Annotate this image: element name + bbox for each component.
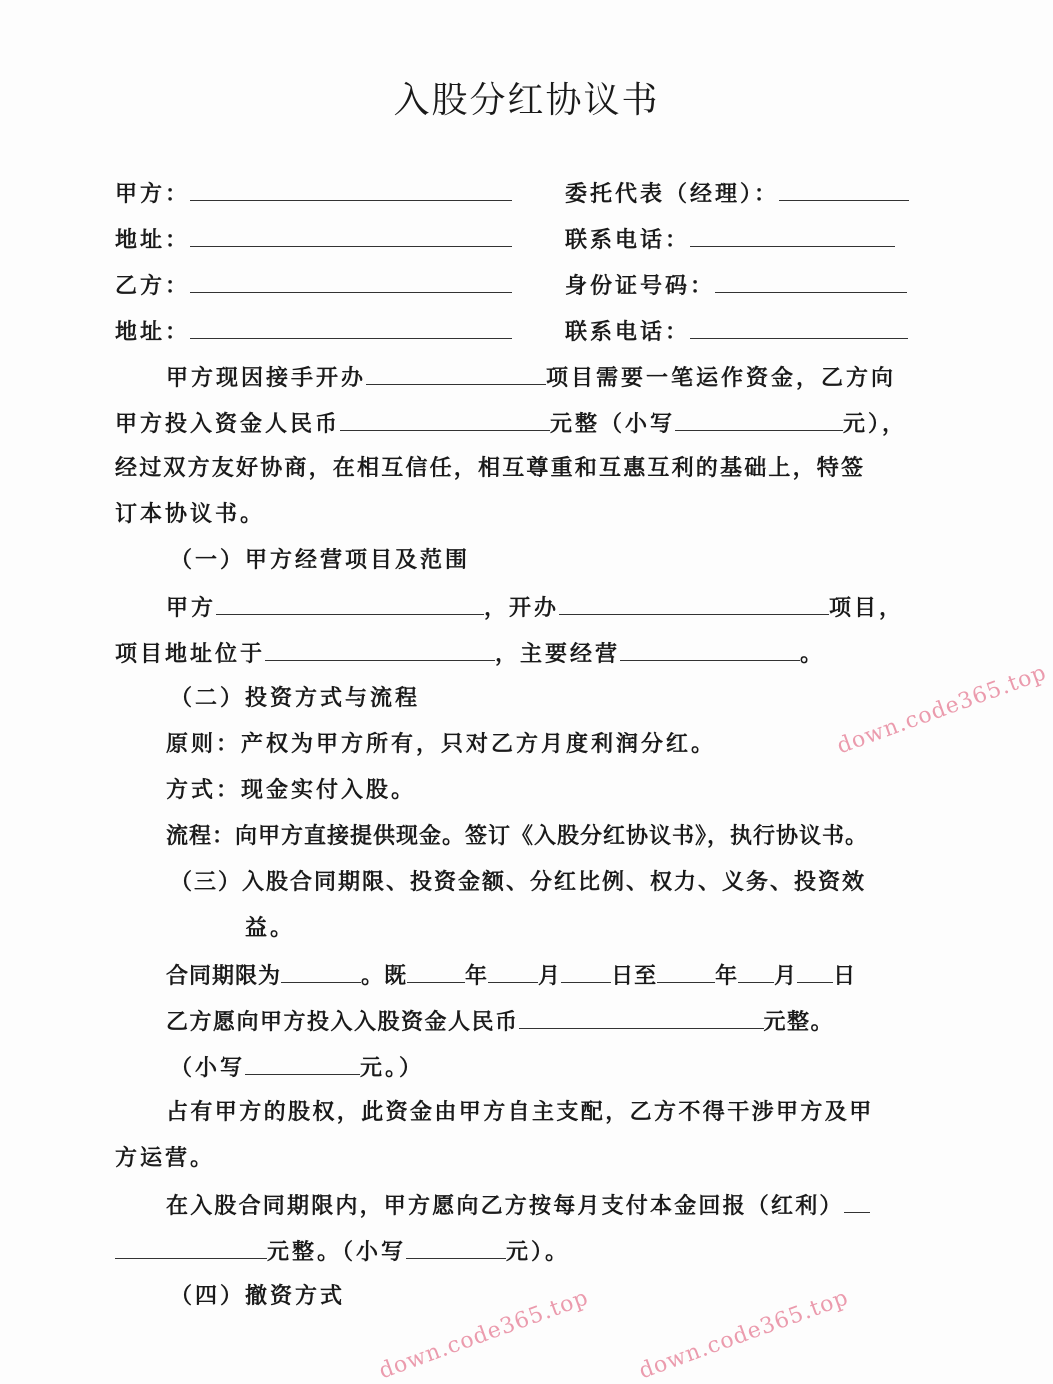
- invest-small-blank[interactable]: [245, 1052, 360, 1075]
- s3-equity-line-2: 方运营。: [115, 1146, 216, 1171]
- s1-line-1: 甲方 ，开办 项目，: [166, 592, 904, 622]
- s3-return-line-2: 元整。（小写 元）。: [115, 1236, 570, 1266]
- start-day-blank[interactable]: [561, 960, 611, 983]
- s1-blank-4[interactable]: [620, 638, 800, 661]
- return-small-blank[interactable]: [406, 1236, 506, 1259]
- section-3-heading: （三）入股合同期限、投资金额、分红比例、权力、义务、投资效: [170, 870, 867, 895]
- intro-line-1: 甲方现因接手开办 项目需要一笔运作资金，乙方向: [166, 362, 896, 392]
- s3-small-line: （小写 元。）: [170, 1052, 424, 1082]
- return-blank[interactable]: [115, 1236, 267, 1259]
- phone-a-line: 联系电话：: [565, 224, 895, 254]
- amount-blank[interactable]: [340, 408, 550, 431]
- invest-blank[interactable]: [519, 1006, 764, 1029]
- section-2-heading: （二）投资方式与流程: [170, 686, 421, 711]
- s3-return-line: 在入股合同期限内，甲方愿向乙方按每月支付本金回报（红利）: [166, 1190, 870, 1220]
- section-1-heading: （一）甲方经营项目及范围: [170, 548, 471, 573]
- address-b-line: 地址：: [115, 316, 512, 346]
- return-blank-start[interactable]: [844, 1190, 870, 1213]
- s3-equity-line: 占有甲方的股权，此资金由甲方自主支配，乙方不得干涉甲方及甲: [166, 1100, 874, 1125]
- rep-line: 委托代表（经理）：: [565, 178, 909, 208]
- s2-principle: 原则：产权为甲方所有，只对乙方月度利润分红。: [166, 732, 717, 757]
- intro-line-3: 经过双方友好协商，在相互信任，相互尊重和互惠互利的基础上，特签: [115, 456, 866, 481]
- start-year-blank[interactable]: [407, 960, 465, 983]
- phone-a-blank[interactable]: [690, 224, 895, 247]
- party-a-line: 甲方：: [115, 178, 512, 208]
- end-day-blank[interactable]: [797, 960, 833, 983]
- s2-process: 流程：向甲方直接提供现金。签订《入股分红协议书》，执行协议书。: [166, 824, 869, 849]
- project-blank[interactable]: [366, 362, 546, 385]
- section-3-heading-cont: 益。: [245, 916, 296, 941]
- s1-blank-1[interactable]: [216, 592, 484, 615]
- party-a-blank[interactable]: [190, 178, 512, 201]
- s1-blank-2[interactable]: [559, 592, 829, 615]
- end-month-blank[interactable]: [738, 960, 774, 983]
- id-blank[interactable]: [715, 270, 907, 293]
- s3-term-line: 合同期限为 。既 年 月 日至 年 月 日: [166, 960, 856, 990]
- address-a-blank[interactable]: [190, 224, 512, 247]
- section-4-heading: （四）撤资方式: [170, 1284, 346, 1309]
- id-line: 身份证号码：: [565, 270, 907, 300]
- phone-b-blank[interactable]: [690, 316, 908, 339]
- s3-invest-line: 乙方愿向甲方投入入股资金人民币 元整。: [166, 1006, 834, 1036]
- watermark: down.code365.top: [375, 1285, 593, 1384]
- s1-line-2: 项目地址位于 ，主要经营 。: [115, 638, 825, 668]
- end-year-blank[interactable]: [657, 960, 715, 983]
- term-blank[interactable]: [281, 960, 361, 983]
- watermark: down.code365.top: [635, 1285, 853, 1384]
- party-b-blank[interactable]: [190, 270, 512, 293]
- intro-line-4: 订本协议书。: [115, 502, 266, 527]
- watermark: down.code365.top: [833, 660, 1051, 760]
- address-b-blank[interactable]: [190, 316, 512, 339]
- party-b-line: 乙方：: [115, 270, 512, 300]
- s1-blank-3[interactable]: [265, 638, 495, 661]
- phone-b-line: 联系电话：: [565, 316, 908, 346]
- rep-blank[interactable]: [779, 178, 909, 201]
- s2-method: 方式：现金实付入股。: [166, 778, 417, 803]
- start-month-blank[interactable]: [488, 960, 538, 983]
- document-title: 入股分红协议书: [393, 80, 660, 121]
- intro-line-2: 甲方投入资金人民币 元整（小写 元），: [115, 408, 907, 438]
- address-a-line: 地址：: [115, 224, 512, 254]
- amount-small-blank[interactable]: [675, 408, 843, 431]
